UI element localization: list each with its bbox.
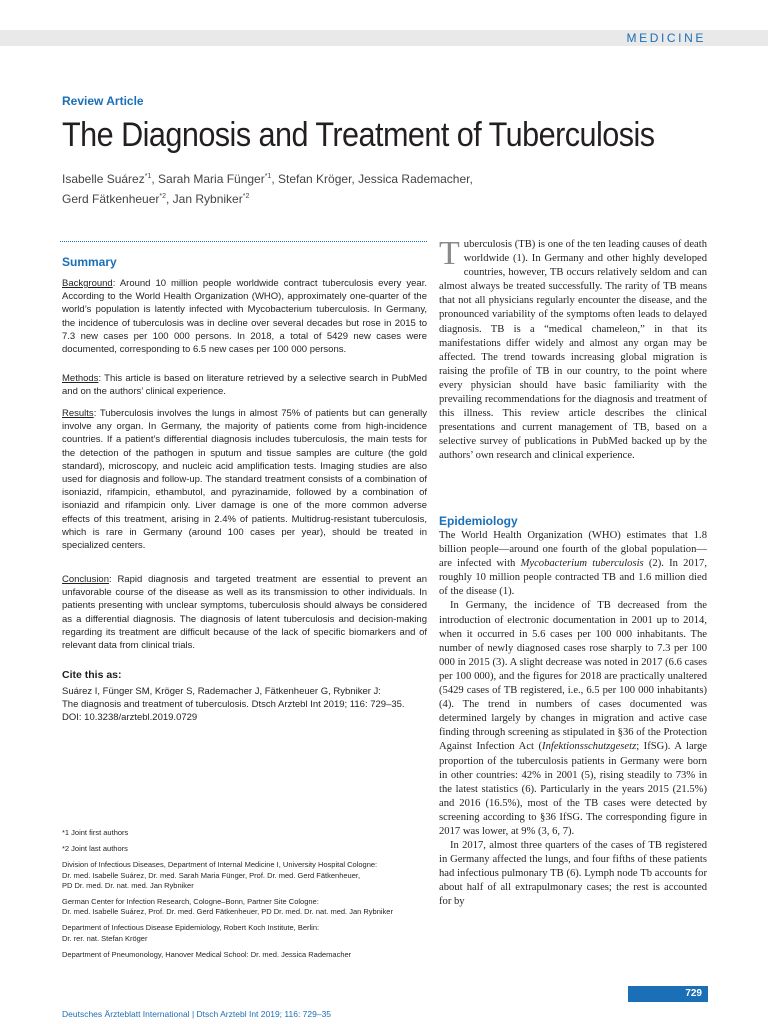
body-text: (2). In 2017, roughly 10 million people contracted TB and 1.6 million died of the disease (1). xyxy=(439,558,708,598)
body-text: In Germany, the incidence of TB decreased from the introduction of electronic documentation in 2001 up to 2014, when it occurred in 5.6 cases per 100 000 inhabitants. The number of newly diagnosed cases rose sharply to 7.3 per 100 000 in 2015 (3). A slight decrease was noted in 2017 (6.6 cases per 100 000), and the figures for 2018 are practically unaltered (5429 cases of TB registered, i.e., 6.5 per 100 000 inhabitants) (4). The trend in numbers of cases documented was determined largely by changes in migration and active case finding through screening as stipulated in §36 of the Protection Against Infection Act ( xyxy=(439,600,707,753)
results-text: : Tuberculosis involves the lungs in almost 75% of patients but can generally involve any organ. In Germany, the majority of patients come from high-incidence countries. If a patient’s differential diagnosis includes tuberculosis, the main tests for the detection of the pathogen in sputum and tissue samples are culture (the gold standard), microscopy, and nucleic acid amplification tests. Imaging studies are also used for diagnosis and follow-up. The standard treatment consists of a combination of isoniazid, rifampicin, ethambutol, and pyrazinamide, followed by a combination of isoniazid and rifampicin only. Liver damage is one of the more common adverse effects of this treatment, arising in 2.4% of patients. Multidrug-resistant tuberculosis, which is rare in Germany (around 100 cases per year), should be treated in specialized centers. xyxy=(62,408,427,552)
page-number-box xyxy=(628,986,708,1002)
affiliation-line: Dr. med. Isabelle Suárez, Dr. med. Sarah Maria Fünger, Prof. Dr. med. Gerd Fätkenheuer, xyxy=(62,870,361,880)
epidemiology-text xyxy=(439,529,707,910)
footnotes xyxy=(62,828,427,960)
intro-text: uberculosis (TB) is one of the ten leading causes of death worldwide (1). In Germany and other highly developed countries, however, TB occurs relatively seldom and can almost always be treated successfully. The rarity of TB means that not all physicians regularly encounter the disease, and the pronounced variability of the symptoms often leads to delayed diagnosis. TB is a “medical chameleon,” in that its manifestations differ widely and almost any organ may be affected. The trend towards increasing global migration is raising the profile of TB in our country, to the point where every physician should have basic familiarity with the prevailing recommendations for the diagnosis and treatment of this illness. This review article describes the clinical presentations and current management of TB, based on a selective survey of publications in PubMed backed up by the authors’ own research and clinical experience. xyxy=(439,239,707,462)
doi-link[interactable]: DOI: 10.3238/arztebl.2019.0729 xyxy=(62,712,198,724)
footnote-last-authors: *2 Joint last authors xyxy=(62,844,128,854)
footer-separator: | xyxy=(189,1009,197,1019)
epidemiology-heading: Epidemiology xyxy=(439,514,518,528)
affiliation-line: Department of Infectious Disease Epidemiology, Robert Koch Institute, Berlin: xyxy=(62,923,320,933)
affiliation-line: Department of Pneumonology, Hanover Medical School: Dr. med. Jessica Rademacher xyxy=(62,949,352,959)
author-mark: *1 xyxy=(144,173,152,180)
body-paragraph: In 2017, almost three quarters of the cases of TB registered in Germany affected the lungs, and four fifths of these patients had infectious pulmonary TB (6). Lymph node Tb accounts for about half of all extrapulmonary cases; the rest is accounted for by xyxy=(439,840,707,908)
background-label: Background xyxy=(62,278,113,289)
body-text: ; IfSG). A large proportion of the tuberculosis patients in Germany were born in other countries: 42% in 2001 (5), rising steadily to 73% in the latest statistics (6). Particularly in the years 2015 (21.5%) and 2016 (16.5%), most of the TB cases were detected by screening according to §36 IfSG. The corresponding figure in 2017 was lower, at 9% (3, 6, 7). xyxy=(439,741,707,837)
summary-background xyxy=(62,277,427,356)
dropcap: T xyxy=(439,235,460,272)
author-mark: *2 xyxy=(242,193,250,200)
article-type: Review Article xyxy=(62,94,144,108)
body-paragraph xyxy=(439,599,707,839)
author-mark: *1 xyxy=(264,173,272,180)
summary-heading: Summary xyxy=(62,255,117,269)
author-list xyxy=(62,168,582,208)
methods-text: : This article is based on literature retrieved by a selective search in PubMed and on the authors’ clinical experience. xyxy=(62,373,427,398)
author-mark: *2 xyxy=(159,193,167,200)
summary-methods xyxy=(62,372,427,398)
results-label: Results xyxy=(62,408,94,419)
affiliation-line: Dr. rer. nat. Stefan Kröger xyxy=(62,933,148,943)
affiliation-line: PD Dr. med. Dr. nat. med. Jan Rybniker xyxy=(62,880,194,890)
affiliation-line: Division of Infectious Diseases, Department of Internal Medicine I, University Hospital Cologne: xyxy=(62,860,378,870)
methods-label: Methods xyxy=(62,373,99,384)
background-text: : Around 10 million people worldwide contract tuberculosis every year. According to the World Health Organization (WHO), approximately one-quarter of the world’s population is latently infected with Mycobacterium tuberculosis. In Germany, the incidence of tuberculosis was in decline over several decades but rose in 2015 to 7.3 new cases per 100 000 persons. In 2018, a total of 5429 new cases were documented, corresponding to 6.5 new cases per 100 000 persons. xyxy=(62,278,427,356)
cite-block xyxy=(62,685,427,725)
conclusion-text: : Rapid diagnosis and targeted treatment are essential to prevent an unfavorable course of the disease as well as its transmission to other individuals. In patients presenting with unclear symptoms, tuberculosis should always be considered as a differential diagnosis. The diagnosis of latent tuberculosis and decision-making regarding its treatment are difficult because of the lack of specific biomarkers and of relevant data from clinical trials. xyxy=(62,574,427,652)
summary-results xyxy=(62,407,427,552)
body-text: The World Health Organization (WHO) estimates that 1.8 billion people—around one fourth of the global population—are infected with xyxy=(439,530,707,570)
page-number: 729 xyxy=(685,988,702,999)
conclusion-label: Conclusion xyxy=(62,574,109,585)
summary-conclusion xyxy=(62,573,427,652)
footer-journal xyxy=(62,1009,331,1019)
author-name: Gerd Fätkenheuer xyxy=(62,192,160,206)
cite-line: The diagnosis and treatment of tuberculosis. Dtsch Arztebl Int 2019; 116: 729–35. xyxy=(62,699,405,711)
cite-heading: Cite this as: xyxy=(62,669,122,681)
article-title: The Diagnosis and Treatment of Tuberculosis xyxy=(62,116,655,154)
species-name: Mycobacterium tuberculosis xyxy=(520,558,644,570)
journal-citation: Dtsch Arztebl Int 2019; 116: 729–35 xyxy=(196,1009,332,1019)
body-paragraph xyxy=(439,529,707,599)
footnote-first-authors: *1 Joint first authors xyxy=(62,828,129,837)
summary-divider xyxy=(60,241,427,242)
intro-paragraph xyxy=(439,235,707,464)
author-name: , Stefan Kröger, Jessica Rademacher, xyxy=(271,172,473,186)
journal-name: Deutsches Ärzteblatt International xyxy=(62,1009,190,1019)
affiliation-line: German Center for Infection Research, Cologne–Bonn, Partner Site Cologne: xyxy=(62,897,319,907)
section-label: MEDICINE xyxy=(626,31,706,45)
cite-line: Suárez I, Fünger SM, Kröger S, Rademacher J, Fätkenheuer G, Rybniker J: xyxy=(62,686,381,697)
author-name: , Jan Rybniker xyxy=(166,192,243,206)
author-name: , Sarah Maria Fünger xyxy=(151,172,265,186)
author-name: Isabelle Suárez xyxy=(62,172,145,186)
affiliation-line: Dr. med. Isabelle Suárez, Prof. Dr. med. Gerd Fätkenheuer, PD Dr. med. Dr. nat. med. Jan Rybniker xyxy=(62,907,393,917)
law-name: Infektionsschutzgesetz xyxy=(542,741,637,753)
